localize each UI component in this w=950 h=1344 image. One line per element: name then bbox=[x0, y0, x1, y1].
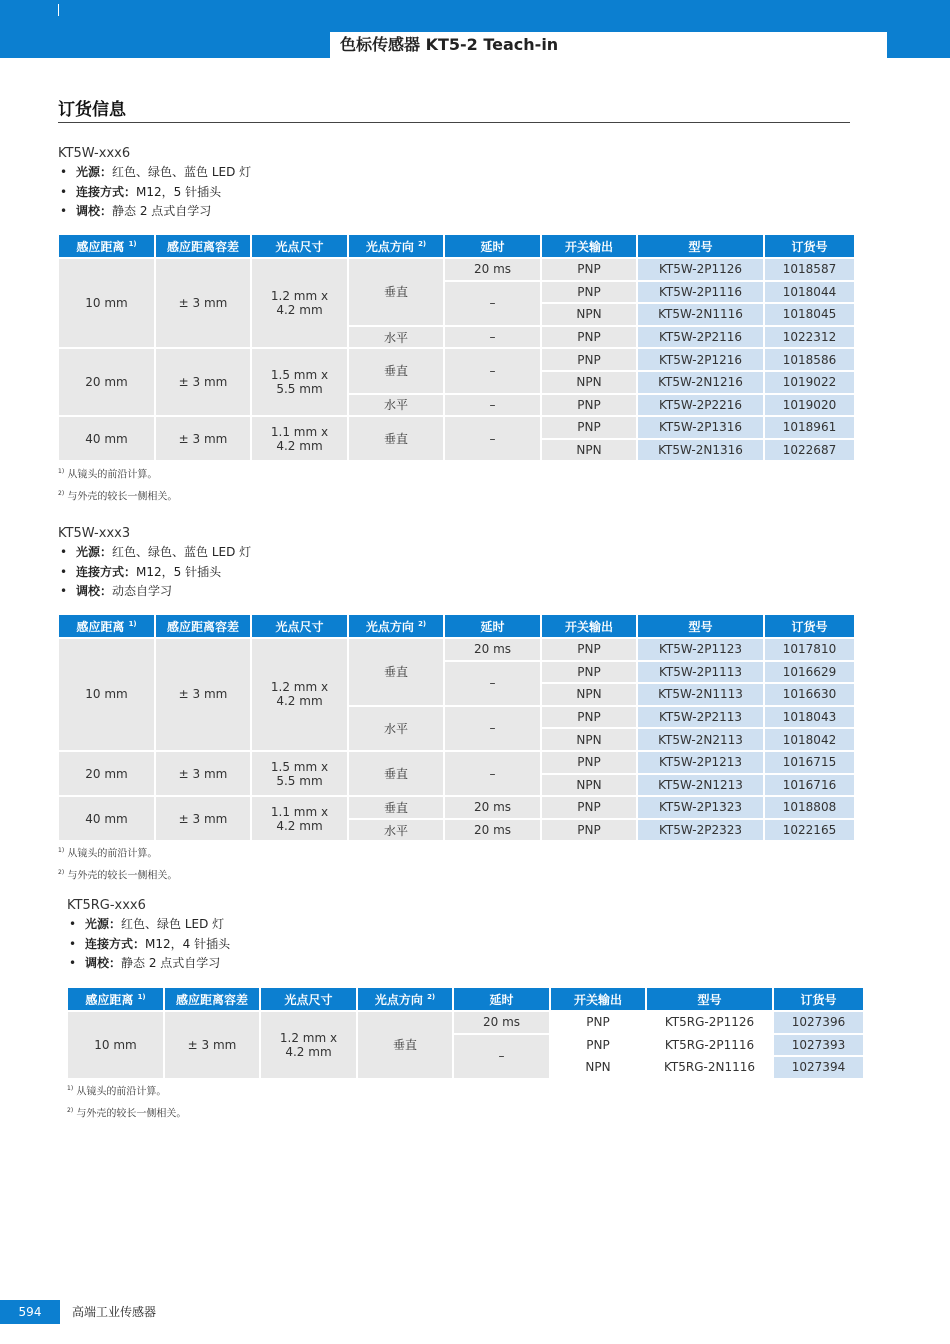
feature-item bbox=[67, 954, 230, 974]
table-cell: 20 ms bbox=[454, 1012, 549, 1035]
table-cell: 1.1 mm x 4.2 mm bbox=[252, 417, 347, 462]
table-cell: ± 3 mm bbox=[156, 417, 250, 462]
feature-list bbox=[58, 163, 251, 222]
feature-item bbox=[58, 543, 251, 563]
table-cell: ± 3 mm bbox=[156, 349, 250, 417]
order-table-kt5w-xxx3 bbox=[57, 615, 856, 842]
table-cell: 1017810 bbox=[765, 639, 854, 662]
feature-key: 光源： bbox=[76, 545, 113, 559]
footnotes bbox=[58, 462, 177, 507]
column-header: 延时 bbox=[445, 615, 540, 639]
table-cell: KT5RG-2P1126 bbox=[647, 1012, 772, 1035]
feature-key: 连接方式： bbox=[76, 184, 137, 199]
order-table-kt5rg-xxx6 bbox=[66, 988, 865, 1080]
table-cell: PNP bbox=[542, 327, 636, 350]
column-header: 订货号 bbox=[774, 988, 863, 1012]
column-header: 订货号 bbox=[765, 615, 854, 639]
table-header-row bbox=[59, 615, 854, 639]
table-cell: 垂直 bbox=[349, 752, 443, 797]
feature-key: 调校： bbox=[76, 204, 113, 218]
feature-key: 连接方式： bbox=[76, 564, 137, 579]
feature-value: M12，4 针插头 bbox=[145, 936, 231, 951]
heading-rule bbox=[58, 122, 850, 123]
table-cell: 1022687 bbox=[765, 440, 854, 463]
column-header: 光点尺寸 bbox=[252, 615, 347, 639]
table-cell: 1027393 bbox=[774, 1035, 863, 1058]
table-cell: 1016715 bbox=[765, 752, 854, 775]
table-cell: 10 mm bbox=[59, 259, 154, 349]
column-header: 感应距离容差 bbox=[156, 235, 250, 259]
table-cell: 20 mm bbox=[59, 349, 154, 417]
table-cell: PNP bbox=[542, 417, 636, 440]
table-cell: 水平 bbox=[349, 820, 443, 843]
table-cell: KT5W-2P1213 bbox=[638, 752, 763, 775]
table-row bbox=[59, 417, 854, 440]
table-cell: NPN bbox=[551, 1057, 645, 1080]
table-cell: PNP bbox=[551, 1035, 645, 1058]
table-cell: 1016630 bbox=[765, 684, 854, 707]
footer-text: 高端工业传感器 bbox=[72, 1305, 157, 1319]
section-heading: 订货信息 bbox=[58, 100, 126, 120]
feature-key: 光源： bbox=[76, 165, 113, 179]
table-cell: 1019022 bbox=[765, 372, 854, 395]
footnote-2: $^{2)}$ 与外壳的较长一侧相关。 bbox=[58, 869, 178, 882]
column-header: 感应距离 $^{1)}$ bbox=[68, 988, 163, 1012]
feature-item bbox=[58, 202, 251, 222]
table-cell: KT5W-2N1213 bbox=[638, 775, 763, 798]
table-cell: KT5W-2P1116 bbox=[638, 282, 763, 305]
table-cell: KT5W-2P1126 bbox=[638, 259, 763, 282]
feature-key: 光源： bbox=[85, 917, 122, 931]
table-cell: NPN bbox=[542, 775, 636, 798]
column-header: 感应距离 $^{1)}$ bbox=[59, 235, 154, 259]
table-cell: – bbox=[454, 1035, 549, 1080]
footnote-2: $^{2)}$ 与外壳的较长一侧相关。 bbox=[67, 1107, 187, 1120]
column-header: 开关输出 bbox=[542, 235, 636, 259]
table-cell: PNP bbox=[542, 707, 636, 730]
feature-value: 静态 2 点式自学习 bbox=[121, 956, 221, 970]
feature-item bbox=[58, 582, 251, 602]
table-cell: 垂直 bbox=[349, 639, 443, 707]
section-kt5w-xxx6 bbox=[58, 145, 251, 222]
table-cell: 1022312 bbox=[765, 327, 854, 350]
column-header: 感应距离 $^{1)}$ bbox=[59, 615, 154, 639]
table-cell: PNP bbox=[542, 752, 636, 775]
table-cell: KT5W-2P1216 bbox=[638, 349, 763, 372]
table-cell: KT5W-2P2116 bbox=[638, 327, 763, 350]
column-header: 延时 bbox=[445, 235, 540, 259]
table-cell: – bbox=[445, 662, 540, 707]
table-cell: ± 3 mm bbox=[156, 259, 250, 349]
table-cell: 1018587 bbox=[765, 259, 854, 282]
table-row bbox=[59, 349, 854, 372]
table-cell: 水平 bbox=[349, 327, 443, 350]
feature-item bbox=[58, 163, 251, 183]
table-cell: NPN bbox=[542, 372, 636, 395]
table-row bbox=[59, 639, 854, 662]
table-cell: KT5W-2P2216 bbox=[638, 395, 763, 418]
table-cell: 水平 bbox=[349, 707, 443, 752]
table-cell: PNP bbox=[542, 259, 636, 282]
table-cell: PNP bbox=[542, 349, 636, 372]
table-cell: KT5W-2N1216 bbox=[638, 372, 763, 395]
table-cell: ± 3 mm bbox=[156, 797, 250, 842]
table-cell: PNP bbox=[542, 797, 636, 820]
table-cell: 20 mm bbox=[59, 752, 154, 797]
table-cell: 1.2 mm x 4.2 mm bbox=[252, 639, 347, 752]
table-cell: 1016629 bbox=[765, 662, 854, 685]
page-number: 594 bbox=[0, 1300, 60, 1324]
column-header: 型号 bbox=[638, 615, 763, 639]
column-header: 型号 bbox=[647, 988, 772, 1012]
footnote-2: $^{2)}$ 与外壳的较长一侧相关。 bbox=[58, 490, 178, 503]
section-kt5w-xxx3 bbox=[58, 525, 251, 602]
table-cell: 1018042 bbox=[765, 729, 854, 752]
table-cell: NPN bbox=[542, 684, 636, 707]
column-header: 开关输出 bbox=[551, 988, 645, 1012]
column-header: 感应距离容差 bbox=[165, 988, 259, 1012]
table-cell: KT5W-2P2323 bbox=[638, 820, 763, 843]
table-cell: 1027394 bbox=[774, 1057, 863, 1080]
table-cell: 20 ms bbox=[445, 820, 540, 843]
column-header: 开关输出 bbox=[542, 615, 636, 639]
table-cell: ± 3 mm bbox=[156, 752, 250, 797]
column-header: 光点方向 $^{2)}$ bbox=[358, 988, 452, 1012]
feature-item bbox=[58, 183, 251, 203]
table-cell: 1018586 bbox=[765, 349, 854, 372]
table-cell: PNP bbox=[542, 820, 636, 843]
feature-key: 调校： bbox=[76, 584, 113, 598]
table-cell: 1016716 bbox=[765, 775, 854, 798]
feature-value: 静态 2 点式自学习 bbox=[112, 204, 212, 218]
table-cell: 1018043 bbox=[765, 707, 854, 730]
feature-value: M12，5 针插头 bbox=[136, 564, 222, 579]
order-table-kt5w-xxx6 bbox=[57, 235, 856, 462]
table-cell: 垂直 bbox=[349, 259, 443, 327]
table-cell: KT5W-2P2113 bbox=[638, 707, 763, 730]
table-cell: 1018045 bbox=[765, 304, 854, 327]
table-cell: 10 mm bbox=[68, 1012, 163, 1080]
column-header: 感应距离容差 bbox=[156, 615, 250, 639]
table-cell: 20 ms bbox=[445, 797, 540, 820]
table-cell: 垂直 bbox=[349, 417, 443, 462]
table-cell: KT5W-2N1316 bbox=[638, 440, 763, 463]
footnote-1: $^{1)}$ 从镜头的前沿计算。 bbox=[58, 847, 158, 860]
table-cell: 20 ms bbox=[445, 259, 540, 282]
table-cell: 垂直 bbox=[349, 797, 443, 820]
section-title: KT5W-xxx3 bbox=[58, 526, 131, 541]
table-cell: KT5W-2N1113 bbox=[638, 684, 763, 707]
table-header-row bbox=[59, 235, 854, 259]
footnotes bbox=[67, 1079, 186, 1124]
table-row bbox=[59, 752, 854, 775]
table-cell: 40 mm bbox=[59, 417, 154, 462]
table-cell: – bbox=[445, 327, 540, 350]
table-cell: KT5W-2P1123 bbox=[638, 639, 763, 662]
feature-value: 动态自学习 bbox=[112, 584, 173, 598]
table-cell: PNP bbox=[542, 395, 636, 418]
feature-value: 红色、绿色 LED 灯 bbox=[121, 917, 225, 931]
footnote-1: $^{1)}$ 从镜头的前沿计算。 bbox=[67, 1085, 167, 1098]
header-tick bbox=[58, 4, 59, 16]
column-header: 延时 bbox=[454, 988, 549, 1012]
table-cell: KT5W-2P1323 bbox=[638, 797, 763, 820]
table-cell: KT5W-2N1116 bbox=[638, 304, 763, 327]
column-header: 光点方向 $^{2)}$ bbox=[349, 615, 443, 639]
table-cell: – bbox=[445, 349, 540, 394]
table-cell: 1.2 mm x 4.2 mm bbox=[261, 1012, 356, 1080]
table-cell: – bbox=[445, 417, 540, 462]
table-cell: ± 3 mm bbox=[156, 639, 250, 752]
footnote-1: $^{1)}$ 从镜头的前沿计算。 bbox=[58, 468, 158, 481]
table-cell: ± 3 mm bbox=[165, 1012, 259, 1080]
table-cell: PNP bbox=[551, 1012, 645, 1035]
table-cell: 1022165 bbox=[765, 820, 854, 843]
table-cell: PNP bbox=[542, 282, 636, 305]
table-cell: 垂直 bbox=[349, 349, 443, 394]
feature-key: 调校： bbox=[85, 956, 122, 970]
table-cell: NPN bbox=[542, 440, 636, 463]
column-header: 型号 bbox=[638, 235, 763, 259]
table-cell: – bbox=[445, 752, 540, 797]
feature-value: 红色、绿色、蓝色 LED 灯 bbox=[112, 545, 252, 559]
table-cell: 1.2 mm x 4.2 mm bbox=[252, 259, 347, 349]
table-cell: – bbox=[445, 395, 540, 418]
table-row bbox=[59, 797, 854, 820]
table-cell: 垂直 bbox=[358, 1012, 452, 1080]
column-header: 订货号 bbox=[765, 235, 854, 259]
feature-value: 红色、绿色、蓝色 LED 灯 bbox=[112, 165, 252, 179]
column-header: 光点方向 $^{2)}$ bbox=[349, 235, 443, 259]
feature-list bbox=[58, 543, 251, 602]
table-cell: 1.1 mm x 4.2 mm bbox=[252, 797, 347, 842]
column-header: 光点尺寸 bbox=[261, 988, 356, 1012]
table-cell: KT5W-2P1316 bbox=[638, 417, 763, 440]
feature-item bbox=[67, 935, 230, 955]
table-cell: 1.5 mm x 5.5 mm bbox=[252, 752, 347, 797]
table-cell: 1019020 bbox=[765, 395, 854, 418]
document-title: 色标传感器 KT5-2 Teach-in bbox=[330, 32, 887, 58]
footnotes bbox=[58, 841, 177, 886]
table-row bbox=[68, 1012, 863, 1035]
feature-item bbox=[67, 915, 230, 935]
table-cell: 1018808 bbox=[765, 797, 854, 820]
table-cell: 水平 bbox=[349, 395, 443, 418]
table-cell: 1018961 bbox=[765, 417, 854, 440]
section-kt5rg-xxx6 bbox=[67, 897, 230, 974]
table-cell: 1027396 bbox=[774, 1012, 863, 1035]
section-title: KT5RG-xxx6 bbox=[67, 898, 146, 913]
table-cell: – bbox=[445, 282, 540, 327]
table-cell: PNP bbox=[542, 662, 636, 685]
feature-item bbox=[58, 563, 251, 583]
table-cell: 20 ms bbox=[445, 639, 540, 662]
table-cell: 40 mm bbox=[59, 797, 154, 842]
feature-value: M12，5 针插头 bbox=[136, 184, 222, 199]
table-cell: 1018044 bbox=[765, 282, 854, 305]
table-cell: KT5W-2N2113 bbox=[638, 729, 763, 752]
section-title: KT5W-xxx6 bbox=[58, 146, 131, 161]
table-cell: KT5W-2P1113 bbox=[638, 662, 763, 685]
feature-list bbox=[67, 915, 230, 974]
table-cell: PNP bbox=[542, 639, 636, 662]
table-cell: KT5RG-2N1116 bbox=[647, 1057, 772, 1080]
table-cell: NPN bbox=[542, 304, 636, 327]
feature-key: 连接方式： bbox=[85, 936, 146, 951]
column-header: 光点尺寸 bbox=[252, 235, 347, 259]
table-row bbox=[59, 259, 854, 282]
table-cell: 1.5 mm x 5.5 mm bbox=[252, 349, 347, 417]
table-cell: KT5RG-2P1116 bbox=[647, 1035, 772, 1058]
table-cell: 10 mm bbox=[59, 639, 154, 752]
table-cell: – bbox=[445, 707, 540, 752]
table-header-row bbox=[68, 988, 863, 1012]
table-cell: NPN bbox=[542, 729, 636, 752]
